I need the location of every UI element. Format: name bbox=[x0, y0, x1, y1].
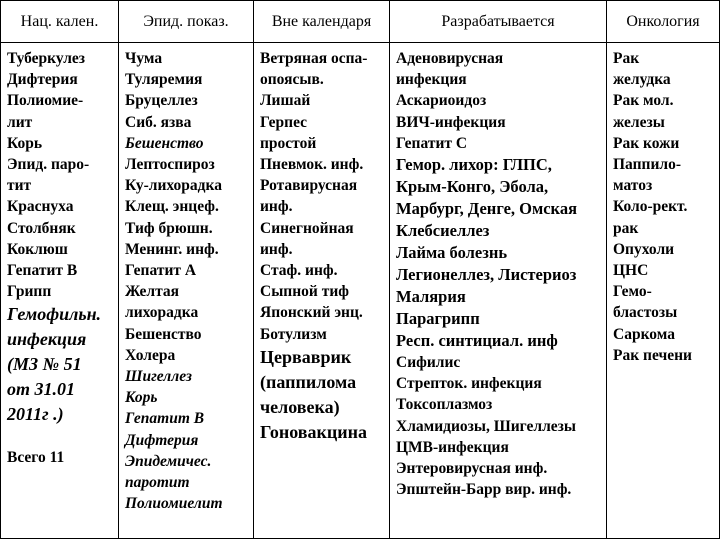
table-cell-line: инф. bbox=[260, 240, 293, 258]
table-cell-line: желудка bbox=[613, 71, 671, 89]
column-epidemic-indications bbox=[119, 43, 254, 539]
table-cell-line: Токсоплазмоз bbox=[396, 396, 493, 414]
table-cell-line: матоз bbox=[613, 177, 653, 195]
table-cell-line: Синегнойная bbox=[260, 219, 354, 237]
table-cell-line: Ветряная оспа- bbox=[260, 50, 368, 67]
table-cell-line: Стаф. инф. bbox=[260, 262, 338, 280]
table-cell-line: Церваврик bbox=[260, 346, 352, 367]
table-cell-line: Лептоспироз bbox=[125, 156, 215, 174]
column-national-calendar-list bbox=[1, 43, 118, 469]
table-cell-line: Гепатит А bbox=[125, 262, 197, 280]
table-cell-line: ЦНС bbox=[613, 262, 649, 280]
table-cell-line: железы bbox=[613, 113, 665, 131]
table-cell-line: Грипп bbox=[7, 283, 52, 301]
table-cell-line: Корь bbox=[125, 389, 158, 407]
table-cell-line: опоясыв. bbox=[260, 71, 324, 89]
table-cell-line: Рак bbox=[613, 50, 640, 67]
table-cell-line: Аденовирусная bbox=[396, 50, 504, 67]
table-cell-line: Столбняк bbox=[7, 219, 76, 237]
table-cell-line: простой bbox=[260, 134, 317, 152]
table-cell-line: от 31.01 bbox=[7, 379, 76, 400]
table-cell-line: Марбург, Денге, Омская bbox=[396, 199, 577, 219]
table-cell-line: Парагрипп bbox=[396, 309, 480, 329]
table-cell-line: Японский энц. bbox=[260, 304, 363, 322]
table-cell-line: Клещ. энцеф. bbox=[125, 198, 219, 216]
table-cell-line: Сыпной тиф bbox=[260, 283, 349, 301]
table-cell-line: Эпидемичес. bbox=[125, 452, 212, 470]
table-cell-line: Корь bbox=[7, 134, 43, 152]
table-cell-line: Менинг. инф. bbox=[125, 240, 219, 258]
table-cell-line: Лайма болезнь bbox=[396, 243, 508, 263]
table-cell-line: Коклюш bbox=[7, 240, 68, 258]
table-cell-line: Клебсиеллез bbox=[396, 221, 490, 241]
table-cell-line: Дифтерия bbox=[125, 431, 199, 449]
table-cell-line: Паппило- bbox=[613, 156, 682, 174]
table-cell-line: Эпштейн-Барр вир. инф. bbox=[396, 481, 572, 499]
table-cell-line: Рак мол. bbox=[613, 92, 674, 110]
table-cell-line: Стрепток. инфекция bbox=[396, 375, 542, 393]
table-cell-line: Тиф брюшн. bbox=[125, 219, 213, 237]
table-cell-line: Сиб. язва bbox=[125, 113, 192, 131]
table-cell-line: Респ. синтициал. инф bbox=[396, 331, 558, 351]
table-cell-line: Рак печени bbox=[613, 346, 692, 364]
table-cell-line: Рак кожи bbox=[613, 134, 680, 152]
table-cell-line: Эпид. паро- bbox=[7, 156, 90, 174]
table-cell-line: Шигеллез bbox=[125, 368, 192, 386]
column-oncology-list bbox=[607, 43, 719, 366]
table-cell-line: Туляремия bbox=[125, 71, 203, 89]
table-cell-line: инфекция bbox=[396, 71, 467, 89]
table-cell-line: Туберкулез bbox=[7, 50, 86, 67]
header-epidemic-indications: Эпид. показ. bbox=[119, 1, 254, 43]
table-cell-line: Полиомие- bbox=[7, 92, 84, 110]
table-cell-line: Хламидиозы, Шигеллезы bbox=[396, 417, 576, 435]
header-outside-calendar: Вне календаря bbox=[254, 1, 390, 43]
table-cell-line: Полиомиелит bbox=[125, 495, 223, 513]
table-cell-line: Бруцеллез bbox=[125, 92, 198, 110]
table-cell-line: Гепатит В bbox=[125, 410, 205, 428]
table-cell-line: Ротавирусная bbox=[260, 177, 358, 195]
table-cell-line: лит bbox=[7, 113, 33, 131]
table-cell-line: паротит bbox=[125, 474, 190, 492]
column-outside-calendar-list bbox=[254, 43, 389, 445]
total-count: Всего 11 bbox=[7, 449, 65, 467]
table-cell-line: Гемор. лихор: ГЛПС, bbox=[396, 155, 552, 175]
table-cell-line: бластозы bbox=[613, 304, 678, 322]
column-oncology bbox=[607, 43, 720, 539]
table-cell-line: тит bbox=[7, 177, 32, 195]
table-cell-line: ВИЧ-инфекция bbox=[396, 113, 506, 131]
table-cell-line: Гоновакцина bbox=[260, 421, 367, 442]
table-cell-line: (паппилома bbox=[260, 371, 357, 392]
body-row bbox=[1, 43, 720, 539]
table-cell-line: Легионеллез, Листериоз bbox=[396, 265, 577, 285]
column-outside-calendar bbox=[254, 43, 390, 539]
table-cell-line: Гемо- bbox=[613, 283, 652, 301]
header-in-development: Разрабатывается bbox=[390, 1, 607, 43]
table-cell-line: человека) bbox=[260, 396, 340, 417]
table-cell-line: Дифтерия bbox=[7, 71, 78, 89]
table-cell-line: Гемофильн. bbox=[7, 304, 102, 325]
table-cell-line: Коло-рект. bbox=[613, 198, 688, 216]
table-cell-line: Гепатит С bbox=[396, 134, 468, 152]
table-cell-line: Сифилис bbox=[396, 354, 461, 372]
table-cell-line: Опухоли bbox=[613, 240, 675, 258]
column-national-calendar bbox=[1, 43, 119, 539]
table-cell-line: Герпес bbox=[260, 113, 308, 131]
column-in-development-list bbox=[390, 43, 606, 500]
table-cell-line: Краснуха bbox=[7, 198, 74, 216]
table-cell-line: Гепатит В bbox=[7, 262, 78, 280]
table-cell-line: Чума bbox=[125, 50, 163, 67]
table-cell-line: Саркома bbox=[613, 325, 675, 343]
table-cell-line: Крым-Конго, Эбола, bbox=[396, 177, 549, 197]
header-oncology: Онкология bbox=[607, 1, 720, 43]
table-cell-line: рак bbox=[613, 219, 639, 237]
table-cell-line: ЦМВ-инфекция bbox=[396, 438, 509, 456]
table-cell-line: Холера bbox=[125, 346, 176, 364]
table-cell-line: Бешенство bbox=[125, 134, 204, 152]
table-cell-line: Лишай bbox=[260, 92, 311, 110]
table-cell-line: Малярия bbox=[396, 287, 466, 307]
table-cell-line: Аскариоидоз bbox=[396, 92, 487, 110]
table-cell-line: инфекция bbox=[7, 329, 87, 350]
table-cell-line: (МЗ № 51 bbox=[7, 354, 82, 375]
spacer bbox=[7, 427, 118, 447]
header-national-calendar: Нац. кален. bbox=[1, 1, 119, 43]
table-cell-line: Ботулизм bbox=[260, 325, 327, 343]
table-cell-line: Бешенство bbox=[125, 325, 202, 343]
column-in-development bbox=[390, 43, 607, 539]
table-cell-line: инф. bbox=[260, 198, 293, 216]
table-cell-line: лихорадка bbox=[125, 304, 199, 322]
table-cell-line: 2011г .) bbox=[7, 404, 64, 425]
table-cell-line: Желтая bbox=[125, 283, 180, 301]
column-epidemic-indications-list bbox=[119, 43, 253, 514]
table-cell-line: Ку-лихорадка bbox=[125, 177, 222, 195]
header-row bbox=[1, 1, 720, 43]
table-cell-line: Пневмок. инф. bbox=[260, 156, 364, 174]
table-cell-line: Энтеровирусная инф. bbox=[396, 460, 548, 478]
